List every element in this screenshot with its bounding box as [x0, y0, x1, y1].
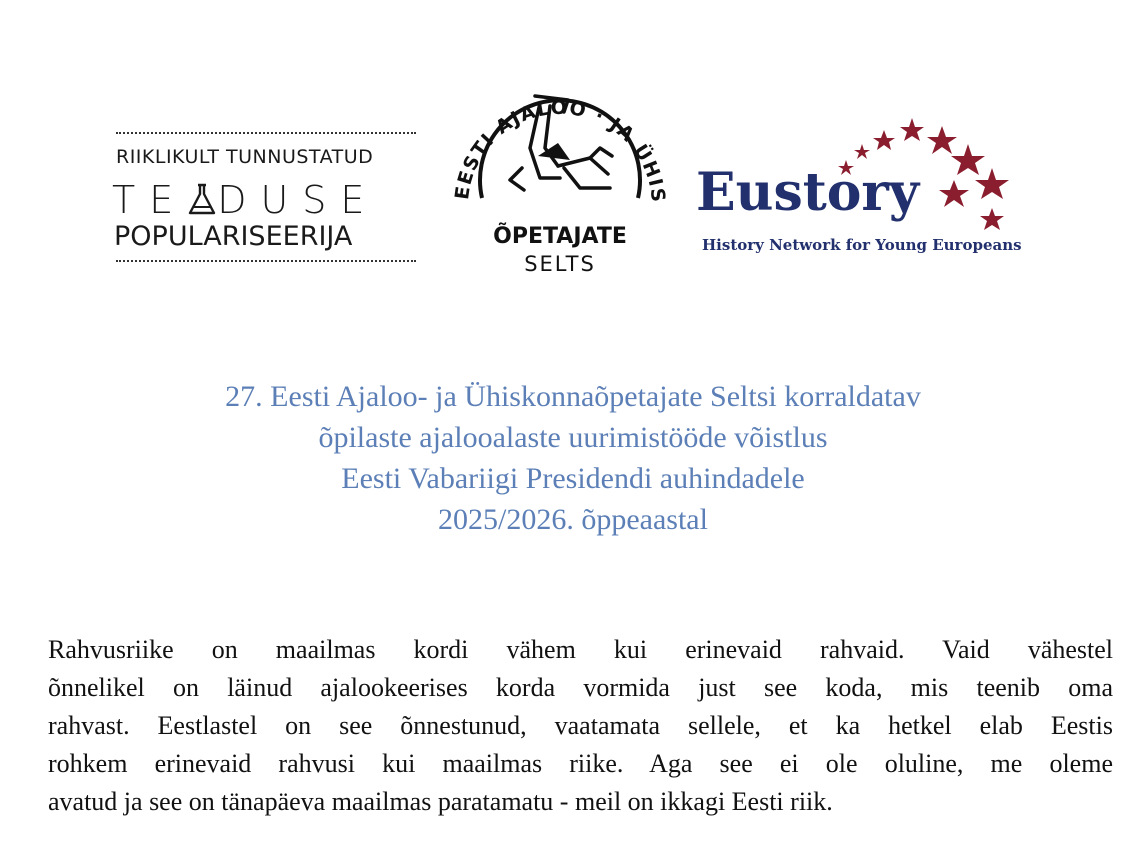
seal-bottom-line2: SELTS	[524, 252, 596, 276]
logo-teadus-line2	[112, 178, 422, 225]
seal-arc-text: EESTI AJALOO · JA ÜHIS	[451, 96, 670, 205]
paragraph-line: avatud ja see on tänapäeva maailmas paratamatu - meil on ikkagi Eesti riik.	[48, 787, 833, 816]
seal-bottom-line1: ÕPETAJATE	[493, 224, 627, 249]
dotted-divider-bottom	[116, 260, 416, 262]
title-line-3: Eesti Vabariigi Presidendi auhindadele	[341, 462, 805, 495]
svg-text:EESTI AJALOO · JA ÜHISKONNA·	[440, 48, 669, 204]
title-line-4: 2025/2026. õppeaastal	[438, 503, 708, 536]
eustory-tagline: History Network for Young Europeans	[702, 236, 1022, 254]
paragraph-line: õnnelikel on läinud ajalookeerises korda vormida just see koda, mis teenib oma	[48, 673, 1113, 702]
seal-emblem	[440, 48, 680, 228]
paragraph-line: rohkem erinevaid rahvusi kui maailmas riike. Aga see ei ole oluline, me oleme	[48, 749, 1113, 778]
competition-title	[0, 376, 1146, 540]
eustory-logo	[696, 112, 1036, 272]
flask-icon	[187, 181, 217, 225]
title-line-2: õpilaste ajalooalaste uurimistööde võistlus	[318, 421, 828, 454]
logos-header	[0, 0, 1146, 300]
logo-teadus-line1: RIIKLIKULT TUNNUSTATUD	[116, 146, 374, 168]
intro-paragraph	[48, 631, 1113, 821]
figure-shadow	[538, 143, 570, 160]
logo-teadus-line2-start: TE	[112, 178, 188, 222]
logo-teadus-line3: POPULARISEERIJA	[114, 221, 353, 252]
paragraph-line: rahvast. Eestlastel on see õnnestunud, vaatamata sellele, et ka hetkel elab Eestis	[48, 711, 1113, 740]
paragraph-line: Rahvusriike on maailmas kordi vähem kui erinevaid rahvaid. Vaid vähestel	[48, 635, 1113, 664]
logo-teadus-line2-end: DUSE	[217, 178, 379, 222]
ajaloo-ja-uhiskonna-opetajate-selts-logo	[440, 48, 680, 280]
eustory-wordmark: Eustory	[696, 162, 920, 223]
dotted-divider-top	[116, 132, 416, 134]
title-line-1: 27. Eesti Ajaloo- ja Ühiskonnaõpetajate Seltsi korraldatav	[225, 380, 921, 413]
teaduse-populariseerija-logo	[112, 128, 418, 268]
